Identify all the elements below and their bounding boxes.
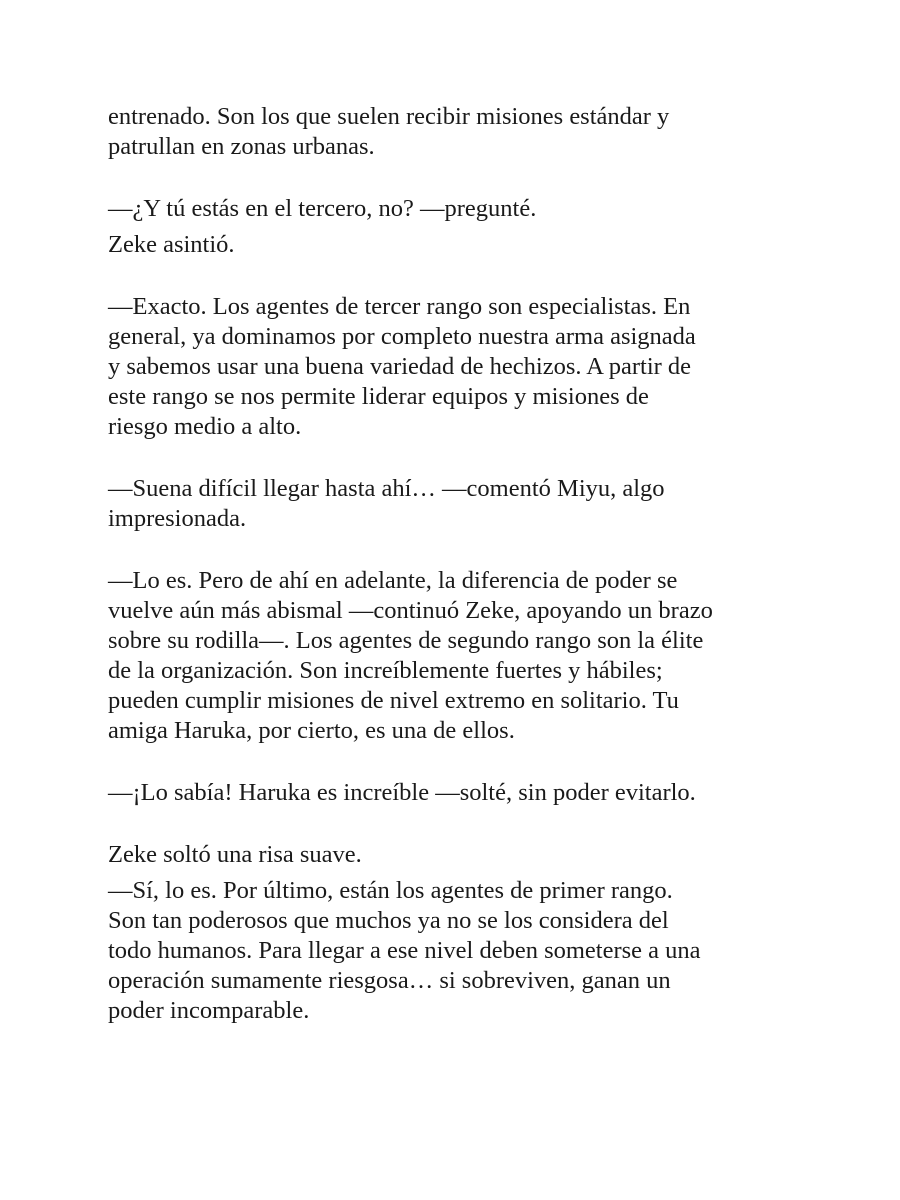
- document-page: [108, 102, 808, 1026]
- paragraph-4: —Exacto. Los agentes de tercer rango son especialistas. En general, ya dominamos por completo nuestra arma asignada y sabemos usar una buena variedad de hechizos. A partir de este rango se nos permite liderar equipos y misiones de riesgo medio a alto.: [108, 293, 696, 440]
- paragraph-3: Zeke asintió.: [108, 231, 235, 258]
- paragraph-2: —¿Y tú estás en el tercero, no? —pregunté.: [108, 195, 537, 222]
- paragraph-1: entrenado. Son los que suelen recibir misiones estándar y patrullan en zonas urbanas.: [108, 103, 670, 160]
- paragraph-6: —Lo es. Pero de ahí en adelante, la diferencia de poder se vuelve aún más abismal —continuó Zeke, apoyando un brazo sobre su rodilla—. Los agentes de segundo rango son la élite de la organización. Son increíblemente fuertes y hábiles; pueden cumplir misiones de nivel extremo en solitario. Tu amiga Haruka, por cierto, es una de ellos.: [108, 567, 713, 744]
- paragraph-7: —¡Lo sabía! Haruka es increíble —solté, sin poder evitarlo.: [108, 779, 696, 806]
- paragraph-9: —Sí, lo es. Por último, están los agentes de primer rango. Son tan poderosos que muchos ya no se los considera del todo humanos. Para llegar a ese nivel deben someterse a una operación sumamente riesgosa… si sobreviven, ganan un poder incomparable.: [108, 877, 701, 1024]
- paragraph-5: —Suena difícil llegar hasta ahí… —comentó Miyu, algo impresionada.: [108, 475, 665, 532]
- paragraph-8: Zeke soltó una risa suave.: [108, 841, 362, 868]
